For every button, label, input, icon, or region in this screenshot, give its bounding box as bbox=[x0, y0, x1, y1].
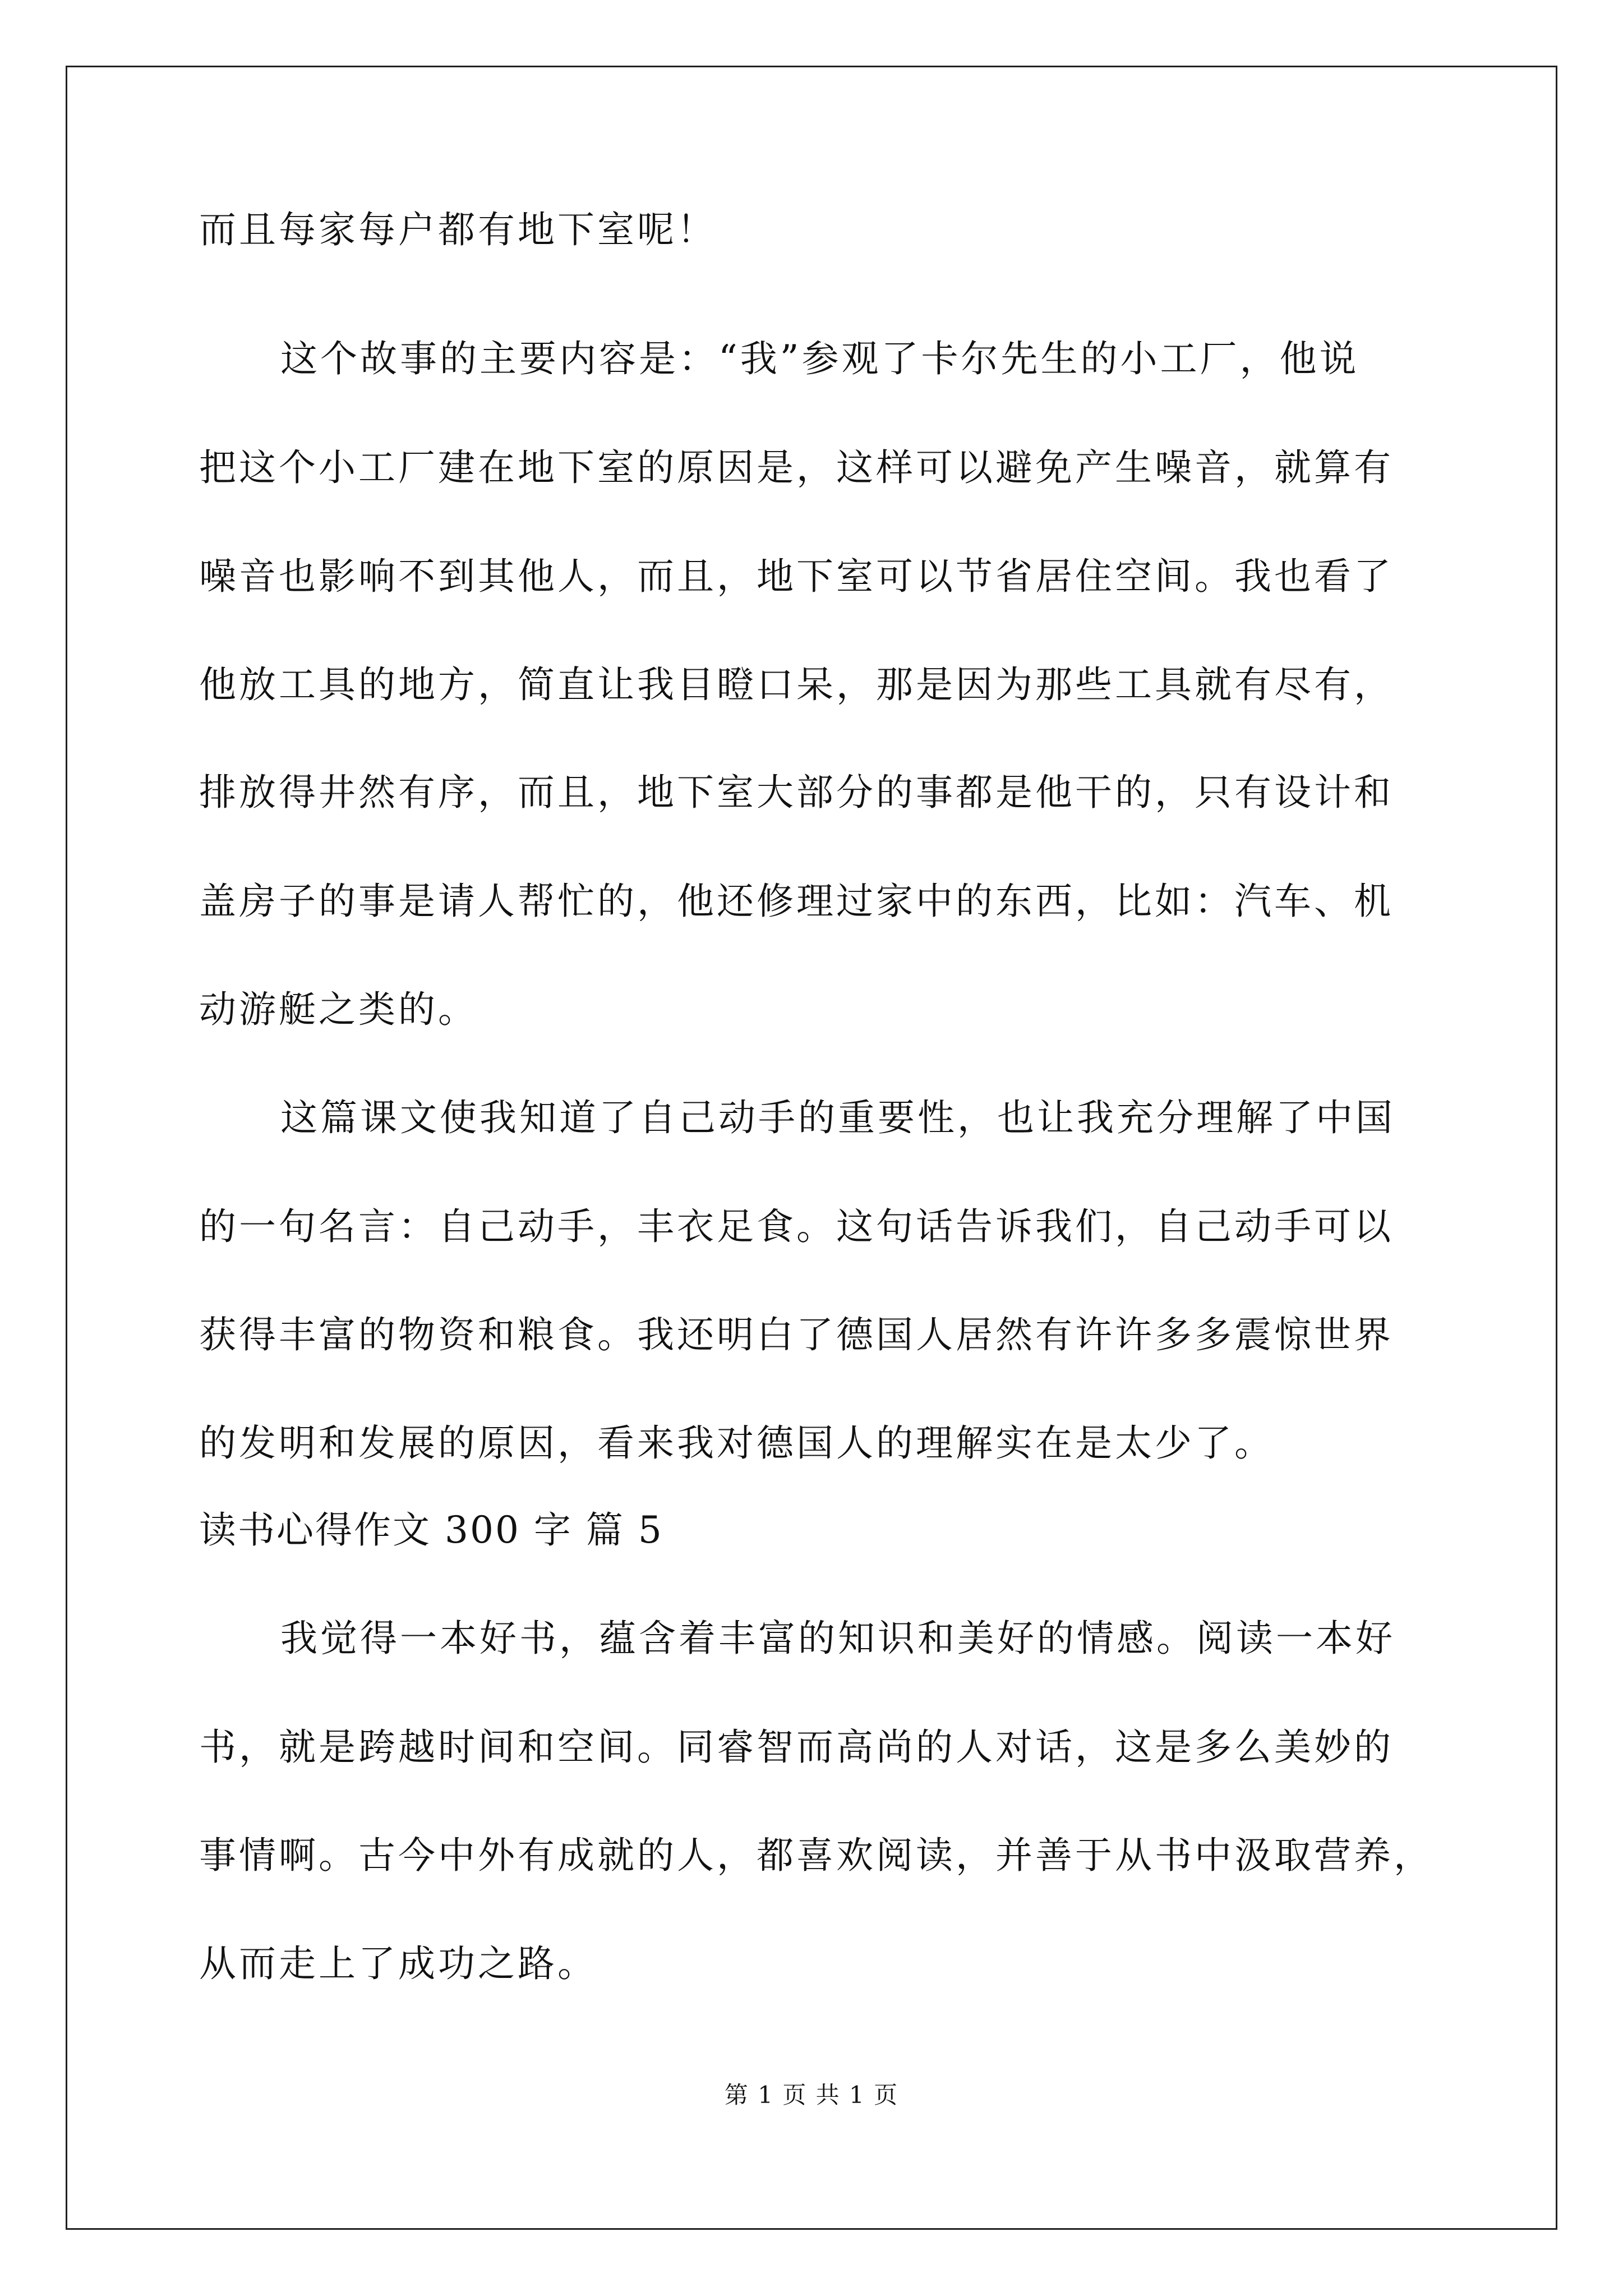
paragraph-line: 盖房子的事是请人帮忙的，他还修理过家中的东西，比如：汽车、机 bbox=[199, 880, 1394, 923]
paragraph-line: 我觉得一本好书，蕴含着丰富的知识和美好的情感。阅读一本好 bbox=[280, 1617, 1395, 1660]
page-border bbox=[66, 66, 1557, 2230]
section-heading: 读书心得作文 300 字 篇 5 bbox=[199, 1508, 663, 1552]
paragraph-line: 而且每家每户都有地下室呢！ bbox=[199, 208, 717, 251]
paragraph-line: 这个故事的主要内容是：“我”参观了卡尔先生的小工厂，他说 bbox=[280, 337, 1359, 380]
paragraph-line: 排放得井然有序，而且，地下室大部分的事都是他干的，只有设计和 bbox=[199, 771, 1394, 814]
paragraph-line: 噪音也影响不到其他人，而且，地下室可以节省居住空间。我也看了 bbox=[199, 555, 1394, 598]
paragraph-line: 从而走上了成功之路。 bbox=[199, 1942, 597, 1985]
paragraph-line: 获得丰富的物资和粮食。我还明白了德国人居然有许许多多震惊世界 bbox=[199, 1313, 1394, 1356]
paragraph-line: 的发明和发展的原因，看来我对德国人的理解实在是太少了。 bbox=[199, 1421, 1274, 1465]
paragraph-line: 他放工具的地方，简直让我目瞪口呆，那是因为那些工具就有尽有， bbox=[199, 663, 1394, 706]
paragraph-line: 事情啊。古今中外有成就的人，都喜欢阅读，并善于从书中汲取营养， bbox=[199, 1834, 1433, 1877]
paragraph-line: 的一句名言：自己动手，丰衣足食。这句话告诉我们，自己动手可以 bbox=[199, 1205, 1394, 1248]
page-footer: 第 1 页 共 1 页 bbox=[724, 2081, 899, 2109]
paragraph-line: 动游艇之类的。 bbox=[199, 988, 478, 1031]
paragraph-line: 书，就是跨越时间和空间。同睿智而高尚的人对话，这是多么美妙的 bbox=[199, 1726, 1394, 1769]
paragraph-line: 把这个小工厂建在地下室的原因是，这样可以避免产生噪音，就算有 bbox=[199, 446, 1394, 489]
paragraph-line: 这篇课文使我知道了自己动手的重要性，也让我充分理解了中国 bbox=[280, 1096, 1395, 1139]
